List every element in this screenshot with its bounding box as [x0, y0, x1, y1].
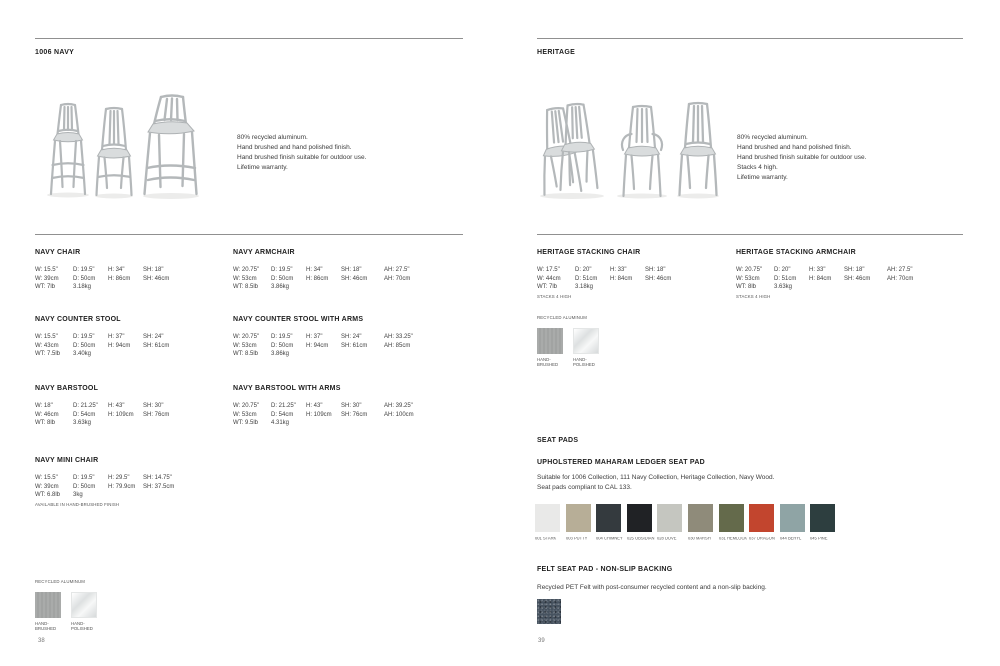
spec-cell: 3.86kg [271, 284, 290, 291]
spec-cell: D: 19.5" [73, 267, 95, 273]
spec-cell: AH: 85cm [384, 342, 411, 349]
spec-cell: SH: 76cm [143, 411, 170, 418]
spec-table [233, 333, 413, 359]
spec-cell: H: 33" [610, 267, 627, 273]
product-title: NAVY CHAIR [35, 249, 81, 256]
swatch-color [657, 504, 682, 532]
spec-cell: H: 37" [306, 334, 323, 340]
spec-table [537, 266, 688, 292]
spec-cell: WT: 7lb [537, 284, 558, 291]
product-spec-navy-barstool [35, 385, 186, 428]
spec-cell: 4.31kg [271, 420, 290, 427]
spec-cell: H: 94cm [306, 342, 329, 349]
spec-row [233, 402, 414, 411]
spec-cell: AH: 27.5" [887, 267, 913, 273]
spec-cell: H: 84cm [809, 275, 832, 282]
product-spec-navy-chair [35, 249, 186, 292]
top-rule-left [35, 38, 463, 39]
spec-cell: D: 50cm [73, 275, 96, 282]
spec-row [35, 342, 186, 351]
swatch-label: 030 MARSH [687, 537, 711, 542]
spec-cell: D: 54cm [271, 411, 294, 418]
felt-seat-pad-title: FELT SEAT PAD - NON-SLIP BACKING [537, 566, 673, 573]
spec-cell: SH: 76cm [341, 411, 368, 418]
swatch-label: 001 STARK [535, 537, 557, 542]
product-spec-navy-barstool-arms [233, 385, 414, 428]
spec-cell: SH: 18" [844, 267, 865, 273]
spec-row [537, 275, 688, 284]
product-title: HERITAGE STACKING ARMCHAIR [736, 249, 856, 256]
spec-cell: WT: 7.5lb [35, 351, 61, 358]
spec-row [233, 419, 414, 428]
swatch-color [719, 504, 744, 532]
spec-cell: D: 19.5" [73, 475, 95, 481]
spec-cell: SH: 61cm [341, 342, 368, 349]
spec-cell: H: 37" [108, 334, 125, 340]
swatch-color [810, 504, 835, 532]
spec-cell: D: 51cm [575, 275, 598, 282]
spec-row [35, 491, 186, 500]
swatch-028-dove [657, 504, 688, 543]
product-note: STACKS 4 HIGH [736, 294, 771, 300]
swatch-label: 037 DRAGON [749, 537, 776, 542]
spec-row [233, 283, 410, 292]
navy-chair-image [92, 106, 136, 199]
spec-cell: WT: 9.5lb [233, 420, 259, 427]
swatch-label: 045 PINE [810, 537, 828, 542]
swatch-003-putty [566, 504, 597, 543]
spec-cell: W: 20.75" [233, 403, 260, 409]
spec-row [35, 474, 186, 483]
spec-cell: W: 20.75" [736, 267, 763, 273]
spec-cell: 3.40kg [73, 351, 92, 358]
spec-cell: D: 20" [575, 267, 592, 273]
spec-cell: D: 50cm [73, 483, 96, 490]
page-number-left: 38 [38, 638, 45, 644]
top-rule-right [537, 38, 963, 39]
product-title: NAVY ARMCHAIR [233, 249, 295, 256]
product-spec-heritage-stacking-armchair [736, 249, 913, 301]
spec-cell: SH: 24" [143, 334, 164, 340]
product-spec-heritage-stacking-chair [537, 249, 688, 301]
spec-cell: H: 79.9cm [108, 483, 136, 490]
swatch-hand-polished [71, 592, 101, 636]
product-spec-navy-armchair [233, 249, 410, 292]
spec-cell: H: 43" [108, 403, 125, 409]
spec-row [736, 275, 913, 284]
spec-cell: SH: 18" [645, 267, 666, 273]
product-title: NAVY BARSTOOL [35, 385, 99, 392]
swatch-label: 025 OBSIDIAN [626, 537, 655, 542]
spec-cell: D: 19.5" [271, 267, 293, 273]
spec-cell: 3.86kg [271, 351, 290, 358]
spec-cell: AH: 100cm [384, 411, 414, 418]
spec-cell: W: 53cm [233, 411, 257, 418]
swatch-color [566, 504, 591, 532]
swatch-color [688, 504, 713, 532]
swatch-label: 031 HEMLOCK [718, 537, 747, 542]
product-title: HERITAGE STACKING CHAIR [537, 249, 641, 256]
page-title-right: HERITAGE [537, 49, 576, 56]
spec-row [35, 411, 186, 420]
swatch-045-pine [810, 504, 841, 543]
spec-row [35, 275, 186, 284]
swatch-hand-brushed [35, 592, 65, 636]
spec-cell: H: 86cm [306, 275, 329, 282]
swatch-color [535, 504, 560, 532]
spec-cell: W: 53cm [233, 342, 257, 349]
spec-cell: H: 86cm [108, 275, 131, 282]
spec-cell: D: 19.5" [271, 334, 293, 340]
spec-cell: W: 39cm [35, 483, 59, 490]
text-line: 80% recycled aluminum. [737, 134, 808, 141]
navy-barstool-image [137, 93, 203, 200]
text-line: Hand brushed and hand polished finish. [737, 144, 852, 151]
spec-cell: AH: 39.25" [384, 403, 413, 409]
spec-row [35, 483, 186, 492]
spec-table [35, 474, 186, 500]
spec-cell: WT: 8.5lb [233, 284, 259, 291]
spec-row [233, 266, 410, 275]
swatch-color [627, 504, 652, 532]
text-line: Recycled PET Felt with post-consumer recycled content and a non-slip backing. [537, 584, 767, 591]
spec-cell: SH: 61cm [143, 342, 170, 349]
text-line: Stacks 4 high. [737, 164, 778, 171]
heritage-stacked-chairs-image [536, 98, 612, 200]
materials-label: RECYCLED ALUMINUM [35, 580, 85, 585]
spec-cell: W: 15.5" [35, 267, 58, 273]
spec-row [35, 266, 186, 275]
spec-cell: SH: 46cm [844, 275, 871, 282]
spec-cell: WT: 7lb [35, 284, 56, 291]
aluminum-swatches-left [35, 592, 104, 636]
spec-cell: SH: 46cm [341, 275, 368, 282]
product-note: STACKS 4 HIGH [537, 294, 572, 300]
swatch-001-stark [535, 504, 566, 543]
spec-cell: W: 44cm [537, 275, 561, 282]
product-title: NAVY BARSTOOL WITH ARMS [233, 385, 341, 392]
spec-cell: W: 20.75" [233, 267, 260, 273]
spec-row [35, 419, 186, 428]
spec-cell: H: 43" [306, 403, 323, 409]
swatch-color [749, 504, 774, 532]
spec-cell: SH: 46cm [143, 275, 170, 282]
swatch-label: HAND-POLISHED [573, 358, 595, 368]
spec-row [35, 283, 186, 292]
product-title: NAVY MINI CHAIR [35, 457, 99, 464]
spec-cell: D: 51cm [774, 275, 797, 282]
spec-cell: SH: 30" [341, 403, 362, 409]
product-spec-navy-mini-chair [35, 457, 186, 509]
maharam-swatch-strip [535, 504, 841, 543]
swatch-color [596, 504, 621, 532]
spec-cell: H: 29.5" [108, 475, 130, 481]
spec-cell: H: 33" [809, 267, 826, 273]
spec-cell: 3kg [73, 492, 83, 499]
spec-cell: WT: 6.8lb [35, 492, 61, 499]
spec-cell: AH: 70cm [384, 275, 411, 282]
spec-cell: H: 94cm [108, 342, 131, 349]
spec-cell: D: 20" [774, 267, 791, 273]
spec-cell: SH: 18" [143, 267, 164, 273]
spec-cell: D: 50cm [271, 275, 294, 282]
spec-cell: H: 109cm [306, 411, 332, 418]
swatch-hand-brushed [537, 328, 567, 372]
heritage-armchair-image [612, 104, 672, 200]
swatch-label: 044 BERYL [779, 537, 801, 542]
text-line: Hand brushed and hand polished finish. [237, 144, 352, 151]
spec-cell: W: 39cm [35, 275, 59, 282]
text-line: 80% recycled aluminum. [237, 134, 308, 141]
spec-cell: H: 34" [108, 267, 125, 273]
swatch-label: HAND-BRUSHED [537, 358, 559, 368]
swatch-label: 028 DOVE [657, 537, 677, 542]
swatch-label: HAND-BRUSHED [35, 622, 57, 632]
text-line: Seat pads compliant to CAL 133. [537, 483, 632, 491]
page-title-left: 1006 NAVY [35, 49, 75, 56]
materials-label: RECYCLED ALUMINUM [537, 316, 587, 321]
page-number-right: 39 [538, 638, 545, 644]
spec-cell: D: 50cm [73, 342, 96, 349]
spec-row [537, 283, 688, 292]
text-line: Lifetime warranty. [737, 174, 788, 181]
swatch-025-obsidian [627, 504, 658, 543]
swatch-037-dragon [749, 504, 780, 543]
spec-row [736, 283, 913, 292]
spec-cell: 3.63kg [774, 284, 793, 291]
navy-counter-stool-image [44, 99, 92, 199]
materials-left [35, 580, 104, 636]
spec-cell: AH: 70cm [887, 275, 914, 282]
text-line: Hand brushed finish suitable for outdoor use. [737, 154, 867, 161]
spec-row [233, 350, 413, 359]
spec-cell: SH: 30" [143, 403, 164, 409]
product-description-right [737, 133, 866, 183]
felt-seat-pad-body [537, 583, 767, 593]
product-spec-navy-counter-stool-arms [233, 316, 413, 359]
spec-cell: W: 15.5" [35, 475, 58, 481]
spec-cell: D: 21.25" [271, 403, 296, 409]
swatch-044-beryl [780, 504, 811, 543]
spec-cell: W: 18" [35, 403, 53, 409]
swatch-color [35, 592, 61, 618]
materials-right [537, 316, 606, 372]
text-line: Suitable for 1006 Collection, 111 Navy Collection, Heritage Collection, Navy Wood. [537, 474, 775, 481]
spec-cell: D: 54cm [73, 411, 96, 418]
spec-cell: H: 84cm [610, 275, 633, 282]
swatch-color [780, 504, 805, 532]
spec-row [35, 402, 186, 411]
spec-cell: WT: 8lb [35, 420, 56, 427]
swatch-label: 003 PUTTY [565, 537, 587, 542]
spec-cell: 3.18kg [575, 284, 594, 291]
spec-cell: SH: 24" [341, 334, 362, 340]
maharam-seat-pad-body [537, 473, 774, 492]
spec-row [233, 411, 414, 420]
spec-table [35, 266, 186, 292]
swatch-hand-polished [573, 328, 603, 372]
spec-row [736, 266, 913, 275]
spec-cell: W: 20.75" [233, 334, 260, 340]
spec-row [35, 333, 186, 342]
aluminum-swatches-right [537, 328, 606, 372]
felt-swatch [537, 599, 561, 624]
swatch-label: HAND-POLISHED [71, 622, 93, 632]
spec-cell: W: 53cm [233, 275, 257, 282]
spec-cell: D: 50cm [271, 342, 294, 349]
spec-table [233, 402, 414, 428]
product-title: NAVY COUNTER STOOL [35, 316, 121, 323]
spec-cell: WT: 8.5lb [233, 351, 259, 358]
text-line: Lifetime warranty. [237, 164, 288, 171]
text-line: Hand brushed finish suitable for outdoor use. [237, 154, 367, 161]
swatch-color [573, 328, 599, 354]
spec-cell: 3.63kg [73, 420, 92, 427]
spec-cell: WT: 8lb [736, 284, 757, 291]
heritage-chair-image [674, 101, 722, 200]
spec-table [233, 266, 410, 292]
spec-cell: W: 46cm [35, 411, 59, 418]
spec-cell: W: 17.5" [537, 267, 560, 273]
swatch-031-hemlock [719, 504, 750, 543]
spec-row [35, 350, 186, 359]
maharam-seat-pad-title: UPHOLSTERED MAHARAM LEDGER SEAT PAD [537, 459, 705, 466]
spec-table [736, 266, 913, 292]
spec-cell: AH: 33.25" [384, 334, 413, 340]
swatch-004-chimney [596, 504, 627, 543]
spec-row [233, 333, 413, 342]
spec-cell: W: 53cm [736, 275, 760, 282]
seat-pads-heading: SEAT PADS [537, 437, 579, 444]
swatch-color [71, 592, 97, 618]
swatch-label: 004 CHIMNEY [596, 537, 623, 542]
spec-table [35, 333, 186, 359]
spec-cell: SH: 46cm [645, 275, 672, 282]
spec-table [35, 402, 186, 428]
spec-cell: SH: 14.75" [143, 475, 172, 481]
spec-cell: SH: 37.5cm [143, 483, 175, 490]
spec-cell: H: 34" [306, 267, 323, 273]
product-description-left [237, 133, 366, 173]
spec-cell: D: 19.5" [73, 334, 95, 340]
spec-cell: 3.18kg [73, 284, 92, 291]
spec-row [233, 275, 410, 284]
product-note: AVAILABLE IN HAND-BRUSHED FINISH [35, 502, 120, 508]
product-title: NAVY COUNTER STOOL WITH ARMS [233, 316, 364, 323]
swatch-030-marsh [688, 504, 719, 543]
spec-cell: W: 15.5" [35, 334, 58, 340]
mid-rule-right [537, 234, 963, 235]
swatch-color [537, 328, 563, 354]
spec-cell: D: 21.25" [73, 403, 98, 409]
spec-row [233, 342, 413, 351]
spec-cell: H: 109cm [108, 411, 134, 418]
mid-rule-left [35, 234, 463, 235]
spec-cell: W: 43cm [35, 342, 59, 349]
spec-row [537, 266, 688, 275]
product-spec-navy-counter-stool [35, 316, 186, 359]
spec-cell: AH: 27.5" [384, 267, 410, 273]
spec-cell: SH: 18" [341, 267, 362, 273]
